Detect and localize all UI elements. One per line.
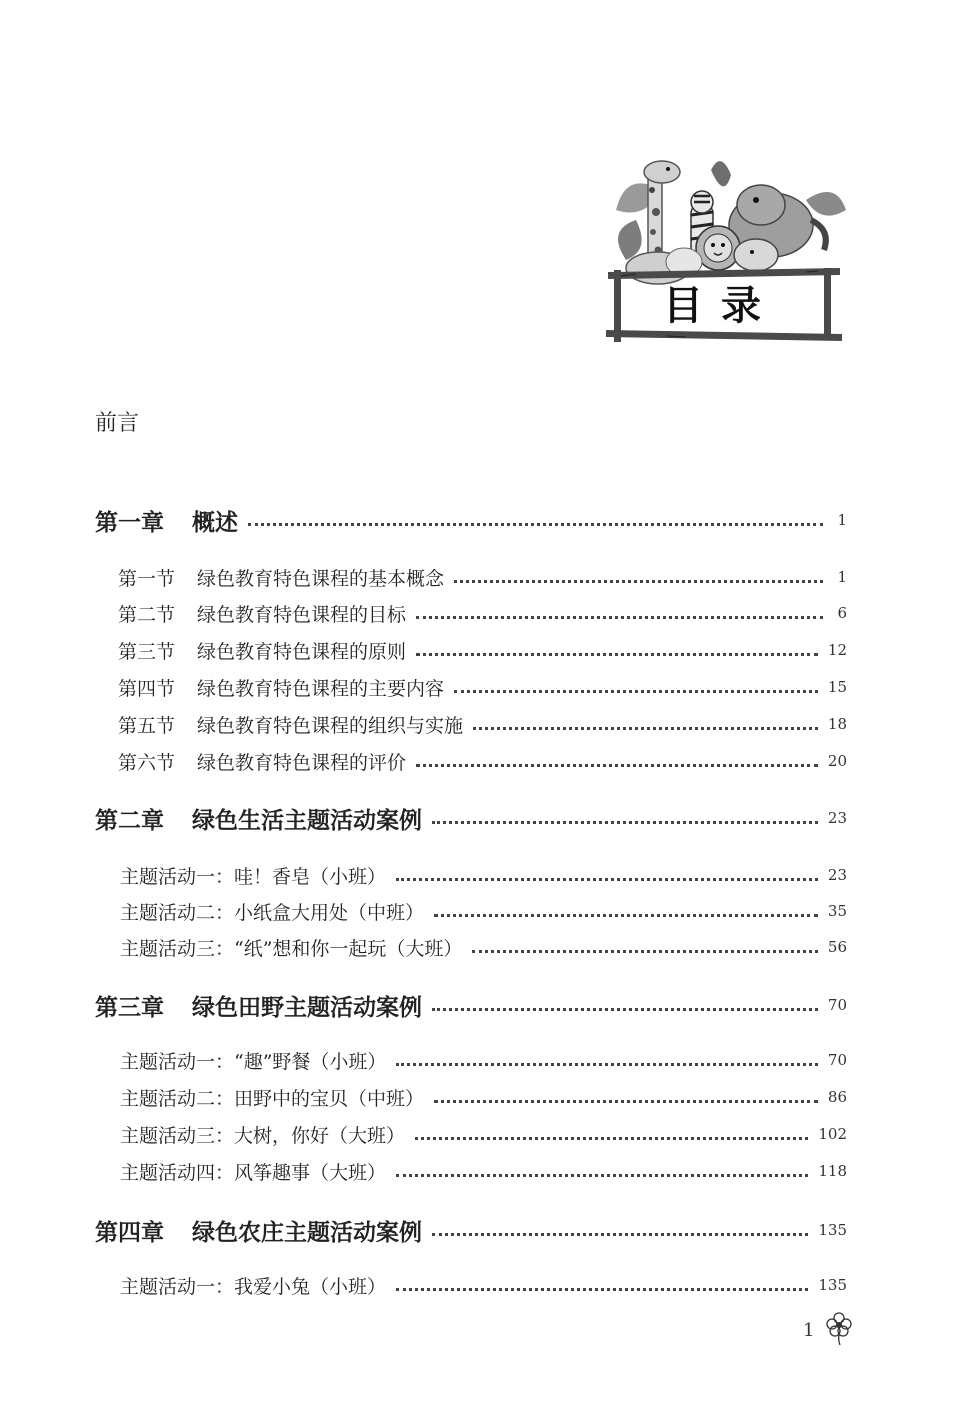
toc-activity[interactable] xyxy=(120,930,847,964)
activity-title: 主题活动四：风筝趣事（大班） xyxy=(120,1161,387,1184)
leader-dots xyxy=(432,1008,818,1011)
leader-dots xyxy=(434,914,818,917)
toc-preface[interactable]: 前言 xyxy=(95,411,140,436)
page-number: 118 xyxy=(818,1162,847,1180)
page-number: 23 xyxy=(827,809,847,827)
activity-title: 主题活动一：“趣”野餐（小班） xyxy=(120,1050,387,1073)
leader-dots xyxy=(396,878,818,881)
leader-dots xyxy=(416,616,823,619)
section-label: 第六节 xyxy=(118,751,176,774)
chapter-label: 第一章 xyxy=(95,509,164,536)
page-number: 135 xyxy=(818,1221,847,1239)
page-title: 目录 xyxy=(663,283,779,329)
footer-page-number: 1 xyxy=(803,1320,815,1341)
chapter-title: 绿色田野主题活动案例 xyxy=(192,994,422,1021)
leader-dots xyxy=(416,653,818,656)
section-title: 绿色教育特色课程的评价 xyxy=(197,751,407,774)
page-number: 70 xyxy=(827,1051,847,1069)
leader-dots xyxy=(454,580,823,583)
chapter-label: 第四章 xyxy=(95,1219,164,1246)
activity-title: 主题活动三：大树，你好（大班） xyxy=(120,1124,406,1147)
toc-activity[interactable] xyxy=(120,858,847,892)
page-number: 1 xyxy=(837,511,847,529)
toc-chapter-4[interactable] xyxy=(95,1210,847,1250)
section-title: 绿色教育特色课程的原则 xyxy=(197,640,407,663)
page-number: 23 xyxy=(827,866,847,884)
section-label: 第二节 xyxy=(118,603,176,626)
leader-dots xyxy=(248,523,823,526)
leader-dots xyxy=(472,950,817,953)
chapter-label: 第三章 xyxy=(95,994,164,1021)
page-number: 86 xyxy=(827,1088,847,1106)
toc-activity[interactable] xyxy=(120,1154,847,1188)
toc-activity[interactable] xyxy=(120,894,847,928)
section-title: 绿色教育特色课程的基本概念 xyxy=(197,567,445,590)
leader-dots xyxy=(434,1100,818,1103)
leader-dots xyxy=(432,821,818,824)
page-number: 35 xyxy=(827,902,847,920)
page-number: 15 xyxy=(827,678,847,696)
chapter-title: 绿色农庄主题活动案例 xyxy=(192,1219,422,1246)
toc-section[interactable] xyxy=(118,670,847,704)
chapter-title: 绿色生活主题活动案例 xyxy=(192,807,422,834)
chapter-label: 第二章 xyxy=(95,807,164,834)
leader-dots xyxy=(396,1174,808,1177)
activity-title: 主题活动二：田野中的宝贝（中班） xyxy=(120,1087,425,1110)
activity-title: 主题活动一：我爱小兔（小班） xyxy=(120,1275,387,1298)
activity-title: 主题活动二：小纸盒大用处（中班） xyxy=(120,901,425,924)
toc-section[interactable] xyxy=(118,596,847,630)
toc-chapter-2[interactable] xyxy=(95,798,847,838)
flower-icon xyxy=(826,1312,852,1346)
section-label: 第一节 xyxy=(118,567,176,590)
leader-dots xyxy=(454,690,818,693)
leader-dots xyxy=(415,1137,808,1140)
page-number: 12 xyxy=(827,641,847,659)
page-number: 102 xyxy=(818,1125,847,1143)
page-number: 20 xyxy=(827,752,847,770)
toc-activity[interactable] xyxy=(120,1080,847,1114)
toc-section[interactable] xyxy=(118,633,847,667)
section-label: 第五节 xyxy=(118,714,176,737)
toc-activity[interactable] xyxy=(120,1268,847,1302)
page-number: 1 xyxy=(837,568,847,586)
activity-title: 主题活动三：“纸”想和你一起玩（大班） xyxy=(120,937,463,960)
section-title: 绿色教育特色课程的组织与实施 xyxy=(197,714,464,737)
toc-activity[interactable] xyxy=(120,1117,847,1151)
section-label: 第四节 xyxy=(118,677,176,700)
section-title: 绿色教育特色课程的主要内容 xyxy=(197,677,445,700)
leader-dots xyxy=(396,1288,808,1291)
page-number: 56 xyxy=(827,938,847,956)
page-number: 6 xyxy=(837,604,847,622)
toc-section[interactable] xyxy=(118,707,847,741)
chapter-title: 概述 xyxy=(192,509,238,536)
toc-activity[interactable] xyxy=(120,1043,847,1077)
leader-dots xyxy=(432,1233,808,1236)
toc-chapter-3[interactable] xyxy=(95,985,847,1025)
page-number: 18 xyxy=(827,715,847,733)
toc-section[interactable] xyxy=(118,560,847,594)
leader-dots xyxy=(416,764,818,767)
activity-title: 主题活动一：哇！香皂（小班） xyxy=(120,865,387,888)
section-label: 第三节 xyxy=(118,640,176,663)
toc-chapter-1[interactable] xyxy=(95,500,847,540)
leader-dots xyxy=(396,1063,817,1066)
section-title: 绿色教育特色课程的目标 xyxy=(197,603,407,626)
toc-section[interactable] xyxy=(118,744,847,778)
page-number: 135 xyxy=(818,1276,847,1294)
leader-dots xyxy=(473,727,818,730)
page-number: 70 xyxy=(827,996,847,1014)
